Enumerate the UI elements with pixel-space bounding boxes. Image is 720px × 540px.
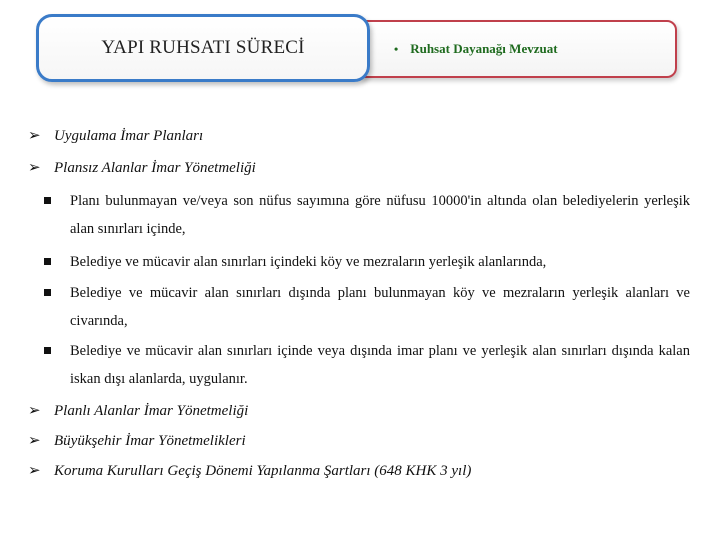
square-bullet-icon [44,258,51,265]
list-item: ➢ Planlı Alanlar İmar Yönetmeliği [28,403,249,419]
list-item: ➢ Koruma Kurulları Geçiş Dönemi Yapılanma Şartları (648 KHK 3 yıl) [28,463,472,479]
square-bullet-icon [44,197,51,204]
sub-list-item: Belediye ve mücavir alan sınırları içinde veya dışında imar planı ve yerleşik alan sınırları dışında kalan iskan dışı alanlarda, uygulanır. [44,337,690,393]
square-bullet-icon [44,289,51,296]
sub-list-item: Belediye ve mücavir alan sınırları içindeki köy ve mezraların yerleşik alanlarında, [44,248,690,276]
subtitle-tag-label: Ruhsat Dayanağı Mevzuat [410,41,558,56]
slide-title: YAPI RUHSATI SÜRECİ [101,37,305,58]
arrow-bullet-icon: ➢ [28,160,41,176]
arrow-bullet-icon: ➢ [28,433,41,449]
subtitle-tag [360,20,677,78]
sub-list-item: Planı bulunmayan ve/veya son nüfus sayımına göre nüfusu 10000'in altında olan belediyelerin yerleşik alan sınırları içinde, [44,187,690,243]
arrow-bullet-icon: ➢ [28,403,41,419]
tag-bullet-icon: • [394,41,399,56]
list-item: ➢ Plansız Alanlar İmar Yönetmeliği [28,160,256,176]
square-bullet-icon [44,347,51,354]
arrow-bullet-icon: ➢ [28,128,41,144]
list-item: ➢ Uygulama İmar Planları [28,128,204,144]
list-item: ➢ Büyükşehir İmar Yönetmelikleri [28,433,246,449]
sub-list-item: Belediye ve mücavir alan sınırları dışında planı bulunmayan köy ve mezraların yerleşik alanları ve civarında, [44,279,690,335]
title-box [36,14,370,82]
arrow-bullet-icon: ➢ [28,463,41,479]
slide-header [0,0,720,100]
